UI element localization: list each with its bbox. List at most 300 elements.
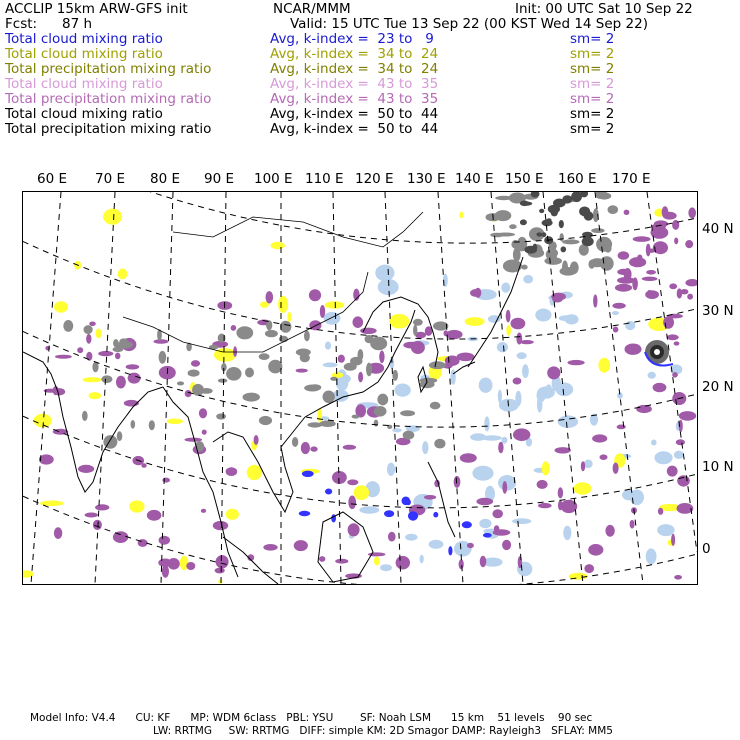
cloud-blob	[460, 453, 477, 462]
cloud-blob	[226, 467, 238, 476]
cloud-blob	[624, 210, 630, 215]
cloud-blob	[308, 422, 323, 427]
cloud-blob	[177, 381, 184, 385]
cloud-blob	[685, 279, 697, 286]
cloud-blob	[167, 419, 183, 425]
cloud-blob	[89, 392, 101, 399]
cloud-blob	[392, 428, 402, 432]
cloud-blob	[495, 210, 512, 221]
cloud-blob	[215, 568, 225, 574]
cloud-blob	[513, 378, 522, 385]
cloud-blob	[231, 325, 237, 331]
legend-smoothing: sm= 2	[570, 31, 615, 47]
cloud-blob	[479, 519, 491, 529]
cloud-blob	[413, 319, 423, 326]
cloud-blob	[147, 510, 162, 521]
cloud-blob	[544, 257, 562, 265]
cloud-blob	[648, 372, 656, 379]
longitude-label: 160 E	[558, 171, 597, 187]
cloud-blob	[268, 360, 282, 374]
cloud-blob	[513, 428, 530, 441]
cloud-blob	[482, 435, 502, 440]
longitude-label: 140 E	[455, 171, 494, 187]
cloud-blob	[546, 384, 552, 390]
cloud-blob	[480, 556, 487, 567]
cloud-blob	[498, 442, 503, 454]
cloud-blob	[598, 358, 610, 373]
cloud-blob	[558, 487, 563, 498]
cloud-blob	[335, 559, 348, 564]
cloud-blob	[563, 526, 571, 540]
cloud-blob	[647, 290, 652, 296]
legend-index-range: Avg, k-index = 34 to 24	[270, 46, 439, 62]
cloud-blob	[509, 224, 517, 229]
cloud-blob	[388, 532, 396, 542]
cloud-blob	[625, 321, 635, 330]
cloud-blob	[472, 466, 493, 481]
cloud-blob	[83, 377, 102, 382]
cloud-blob	[78, 465, 94, 473]
cloud-blob	[657, 524, 674, 536]
cloud-blob	[202, 430, 207, 435]
cloud-blob	[679, 411, 696, 421]
cloud-blob	[338, 355, 345, 363]
cloud-blob	[645, 290, 659, 299]
cloud-blob	[522, 364, 529, 378]
cloud-blob	[379, 351, 384, 364]
cloud-blob	[537, 480, 548, 489]
legend-smoothing: sm= 2	[570, 121, 615, 137]
cloud-blob	[465, 317, 485, 326]
cloud-blob	[162, 478, 170, 483]
legend-smoothing: sm= 2	[570, 106, 615, 122]
cloud-blob	[302, 471, 314, 477]
cloud-blob	[562, 239, 579, 244]
cloud-blob	[542, 232, 547, 237]
cloud-blob	[651, 440, 657, 446]
cloud-blob	[669, 283, 677, 289]
cloud-blob	[553, 199, 566, 208]
longitude-label: 100 E	[254, 171, 293, 187]
cloud-blob	[511, 318, 526, 330]
cloud-blob	[470, 289, 481, 297]
cloud-blob	[624, 268, 632, 281]
cloud-blob	[89, 322, 96, 327]
cloud-blob	[459, 559, 464, 569]
cloud-blob	[84, 325, 93, 334]
cloud-blob	[537, 396, 543, 412]
cloud-blob	[555, 447, 571, 453]
cloud-blob	[292, 437, 298, 447]
cloud-blob	[511, 240, 519, 249]
legend-label: Total cloud mixing ratio	[5, 31, 163, 47]
cloud-blob	[450, 369, 455, 385]
cloud-blob	[149, 420, 155, 430]
cloud-blob	[374, 557, 380, 566]
cloud-blob	[422, 441, 428, 454]
cloud-blob	[309, 289, 321, 301]
cloud-blob	[343, 445, 356, 450]
cloud-blob	[420, 555, 424, 564]
cloud-blob	[494, 525, 500, 532]
cloud-blob	[254, 435, 259, 445]
typhoon	[645, 340, 673, 366]
cloud-blob	[383, 281, 388, 285]
cloud-blob	[77, 347, 83, 353]
cloud-blob	[674, 341, 680, 345]
cloud-blob	[597, 192, 611, 199]
cloud-blob	[103, 209, 122, 225]
cloud-blob	[654, 451, 672, 464]
cloud-blob	[625, 344, 642, 355]
cloud-blob	[352, 415, 360, 419]
cloud-blob	[589, 260, 595, 269]
cloud-blob	[400, 410, 415, 416]
cloud-blob	[492, 509, 503, 518]
cloud-blob	[158, 559, 172, 567]
longitude-label: 170 E	[612, 171, 651, 187]
cloud-blob	[304, 331, 310, 342]
cloud-blob	[413, 325, 417, 336]
cloud-blob	[559, 220, 564, 228]
cloud-blob	[613, 463, 619, 474]
cloud-blob	[358, 372, 363, 383]
legend-label: Total cloud mixing ratio	[5, 76, 163, 92]
cloud-blob	[688, 207, 696, 218]
cloud-blob	[671, 534, 675, 546]
cloud-blob	[667, 334, 679, 340]
cloud-blob	[676, 439, 685, 445]
legend-label: Total cloud mixing ratio	[5, 106, 163, 122]
cloud-blob	[354, 485, 370, 500]
cloud-blob	[117, 431, 123, 441]
cloud-blob	[403, 431, 415, 440]
legend-index-range: Avg, k-index = 50 to 44	[270, 106, 439, 122]
cloud-blob	[54, 301, 68, 312]
cloud-blob	[502, 437, 508, 444]
cloud-blob	[672, 372, 678, 378]
cloud-blob	[615, 284, 632, 292]
cloud-blob	[674, 575, 682, 580]
cloud-blob	[636, 405, 652, 413]
cloud-blob	[86, 352, 92, 361]
cloud-blob	[520, 219, 527, 225]
cloud-blob	[323, 363, 338, 368]
cloud-blob	[243, 393, 260, 402]
cloud-blob	[218, 379, 227, 383]
cloud-blob	[309, 384, 322, 390]
cloud-blob	[278, 296, 288, 313]
cloud-blob	[375, 265, 394, 282]
cloud-blob	[266, 291, 274, 303]
cloud-blob	[429, 540, 444, 549]
cloud-blob	[103, 435, 117, 449]
cloud-blob	[380, 564, 392, 571]
cloud-blob	[301, 442, 310, 454]
cloud-blob	[296, 349, 311, 356]
cloud-blob	[433, 512, 438, 518]
cloud-blob	[95, 504, 109, 510]
cloud-blob	[454, 476, 461, 488]
cloud-blob	[506, 325, 511, 336]
cloud-blob	[523, 275, 533, 284]
cloud-blob	[685, 240, 693, 248]
map-svg	[23, 192, 697, 584]
cloud-blob	[411, 341, 425, 354]
cloud-blob	[605, 525, 614, 537]
cloud-blob	[604, 243, 611, 252]
cloud-blob	[129, 500, 144, 512]
cloud-blob	[612, 303, 625, 309]
legend-index-range: Avg, k-index = 23 to 9	[270, 31, 434, 47]
cloud-blob	[54, 527, 62, 539]
cloud-blob	[159, 536, 170, 545]
longitude-label: 130 E	[407, 171, 446, 187]
cloud-blob	[497, 342, 508, 352]
cloud-blob	[495, 196, 512, 200]
fcst-label: Fcst:	[5, 16, 38, 32]
cloud-blob	[405, 534, 417, 541]
legend-smoothing: sm= 2	[570, 61, 615, 77]
cloud-blob	[348, 496, 356, 510]
cloud-blob	[320, 305, 325, 318]
cloud-blob	[186, 562, 195, 570]
cloud-blob	[287, 312, 291, 322]
cloud-blob	[85, 513, 98, 518]
cloud-blob	[271, 242, 285, 249]
cloud-blob	[549, 249, 558, 257]
cloud-blob	[358, 349, 364, 361]
cloud-blob	[502, 481, 507, 494]
cloud-blob	[667, 466, 678, 477]
legend-label: Total precipitation mixing ratio	[5, 91, 212, 107]
cloud-blob	[632, 277, 638, 290]
cloud-blob	[496, 233, 515, 237]
cloud-blob	[101, 375, 112, 383]
cloud-blob	[617, 425, 626, 430]
cloud-blob	[63, 320, 73, 332]
cloud-blob	[154, 339, 169, 344]
cloud-blob	[191, 360, 200, 367]
cloud-blob	[520, 340, 534, 344]
longitude-label: 90 E	[204, 171, 234, 187]
cloud-blob	[512, 518, 531, 524]
legend-index-range: Avg, k-index = 43 to 35	[270, 76, 439, 92]
cloud-blob	[561, 246, 567, 252]
cloud-blob	[629, 257, 646, 267]
legend-index-range: Avg, k-index = 50 to 44	[270, 121, 439, 137]
cloud-blob	[320, 420, 336, 427]
legend-smoothing: sm= 2	[570, 76, 615, 92]
cloud-blob	[579, 207, 590, 217]
cloud-blob	[613, 327, 619, 333]
cloud-blob	[245, 368, 254, 378]
cloud-blob	[366, 363, 372, 377]
cloud-blob	[218, 579, 222, 583]
legend-label: Total precipitation mixing ratio	[5, 121, 212, 137]
footer-physics-info: LW: RRTMG SW: RRTMG DIFF: simple KM: 2D Smagor DAMP: Rayleigh3 SFLAY: MM5	[153, 725, 613, 737]
cloud-blob	[560, 233, 564, 241]
latitude-label: 40 N	[702, 221, 734, 237]
cloud-blob	[592, 434, 607, 442]
cloud-blob	[502, 540, 511, 550]
cloud-blob	[457, 353, 475, 362]
cloud-blob	[387, 463, 395, 476]
cloud-blob	[677, 475, 690, 486]
legend-index-range: Avg, k-index = 34 to 24	[270, 61, 439, 77]
cloud-blob	[263, 544, 277, 551]
cloud-blob	[560, 267, 577, 276]
cloud-blob	[141, 463, 146, 468]
cloud-blob	[324, 312, 341, 325]
cloud-blob	[568, 360, 585, 365]
longitude-label: 80 E	[150, 171, 180, 187]
cloud-blob	[517, 352, 527, 359]
cloud-blob	[646, 270, 656, 275]
cloud-blob	[558, 500, 563, 510]
cloud-blob	[374, 406, 387, 417]
weather-map	[22, 191, 698, 585]
center-label: NCAR/MMM	[273, 1, 351, 17]
cloud-blob	[536, 232, 542, 236]
cloud-blob	[265, 330, 278, 337]
longitude-label: 70 E	[95, 171, 125, 187]
cloud-blob	[389, 314, 409, 329]
cloud-blob	[226, 509, 239, 520]
cloud-blob	[633, 236, 651, 242]
cloud-blob	[370, 337, 387, 351]
cloud-blob	[188, 370, 200, 377]
cloud-blob	[558, 415, 578, 428]
cloud-blob	[93, 520, 102, 530]
cloud-blob	[213, 521, 228, 530]
cloud-blob	[216, 555, 229, 568]
valid-time: Valid: 15 UTC Tue 13 Sep 22 (00 KST Wed 14 Sep 22)	[290, 16, 648, 32]
cloud-blob	[325, 489, 332, 495]
cloud-blob	[503, 260, 522, 273]
cloud-blob	[533, 244, 538, 251]
cloud-blob	[687, 294, 693, 300]
cloud-blob	[310, 446, 317, 451]
cloud-blob	[55, 355, 72, 359]
cloud-blob	[396, 556, 410, 570]
cloud-blob	[118, 269, 128, 280]
latitude-label: 10 N	[702, 459, 734, 475]
cloud-blob	[462, 521, 472, 528]
cloud-blob	[608, 205, 619, 214]
cloud-blob	[581, 461, 585, 471]
cloud-blob	[547, 366, 560, 379]
longitude-label: 120 E	[355, 171, 394, 187]
cloud-blob	[484, 416, 489, 431]
cloud-blob	[247, 465, 262, 480]
longitude-label: 110 E	[305, 171, 344, 187]
latitude-label: 20 N	[702, 379, 734, 395]
cloud-blob	[98, 351, 113, 356]
cloud-blob	[384, 510, 394, 517]
cloud-blob	[584, 460, 593, 469]
cloud-blob	[434, 439, 445, 449]
cloud-blob	[430, 402, 441, 410]
cloud-blob	[214, 348, 236, 362]
cloud-blob	[394, 384, 410, 397]
cloud-blob	[591, 228, 604, 233]
legend-label: Total precipitation mixing ratio	[5, 61, 212, 77]
cloud-blob	[535, 309, 551, 322]
cloud-blob	[115, 353, 121, 360]
cloud-blob	[353, 316, 364, 328]
cloud-blob	[501, 283, 510, 293]
cloud-blob	[663, 316, 674, 329]
cloud-blob	[116, 376, 126, 389]
cloud-blob	[201, 509, 206, 513]
cloud-blob	[348, 523, 360, 536]
cloud-blob	[520, 201, 529, 207]
latitude-label: 30 N	[702, 303, 734, 319]
legend-smoothing: sm= 2	[570, 46, 615, 62]
cloud-blob	[377, 394, 388, 406]
cloud-blob	[513, 248, 521, 262]
cloud-blob	[280, 321, 291, 333]
cloud-blob	[600, 454, 608, 460]
cloud-blob	[82, 411, 88, 421]
legend-index-range: Avg, k-index = 43 to 35	[270, 91, 439, 107]
cloud-blob	[325, 301, 345, 309]
cloud-blob	[408, 511, 418, 520]
cloud-blob	[618, 251, 630, 260]
cloud-blob	[630, 520, 635, 529]
cloud-blob	[294, 540, 308, 551]
legend-label: Total cloud mixing ratio	[5, 46, 163, 62]
cloud-blob	[680, 289, 688, 294]
cloud-blob	[424, 495, 436, 500]
cloud-blob	[574, 482, 592, 494]
cloud-blob	[674, 451, 684, 459]
cloud-blob	[448, 546, 452, 555]
cloud-blob	[538, 503, 552, 508]
cloud-blob	[459, 212, 463, 219]
cloud-blob	[359, 506, 379, 513]
cloud-blob	[646, 548, 657, 564]
cloud-blob	[483, 533, 492, 538]
init-time: Init: 00 UTC Sat 10 Sep 22	[515, 1, 693, 17]
cloud-blob	[658, 508, 663, 515]
cloud-blob	[600, 256, 614, 270]
cloud-blob	[23, 570, 34, 577]
cloud-blob	[126, 364, 140, 369]
cloud-blob	[653, 383, 667, 392]
fcst-value: 87 h	[62, 16, 93, 32]
cloud-blob	[584, 564, 594, 573]
cloud-blob	[677, 288, 682, 298]
cloud-blob	[185, 390, 192, 397]
cloud-blob	[446, 330, 463, 339]
cloud-blob	[406, 499, 411, 505]
cloud-blob	[360, 328, 377, 334]
footer-model-info: Model Info: V4.4 CU: KF MP: WDM 6class PBL: YSU SF: Noah LSM 15 km 51 levels 90 sec	[30, 712, 593, 724]
cloud-blob	[559, 315, 575, 321]
cloud-blob	[131, 420, 136, 429]
cloud-blob	[117, 341, 133, 349]
cloud-blob	[344, 363, 357, 371]
cloud-blob	[467, 543, 474, 548]
cloud-blob	[642, 277, 658, 281]
cloud-blob	[226, 367, 241, 381]
cloud-blob	[162, 565, 169, 578]
cloud-blob	[347, 479, 358, 485]
cloud-blob	[542, 220, 553, 227]
cloud-blob	[430, 362, 435, 367]
